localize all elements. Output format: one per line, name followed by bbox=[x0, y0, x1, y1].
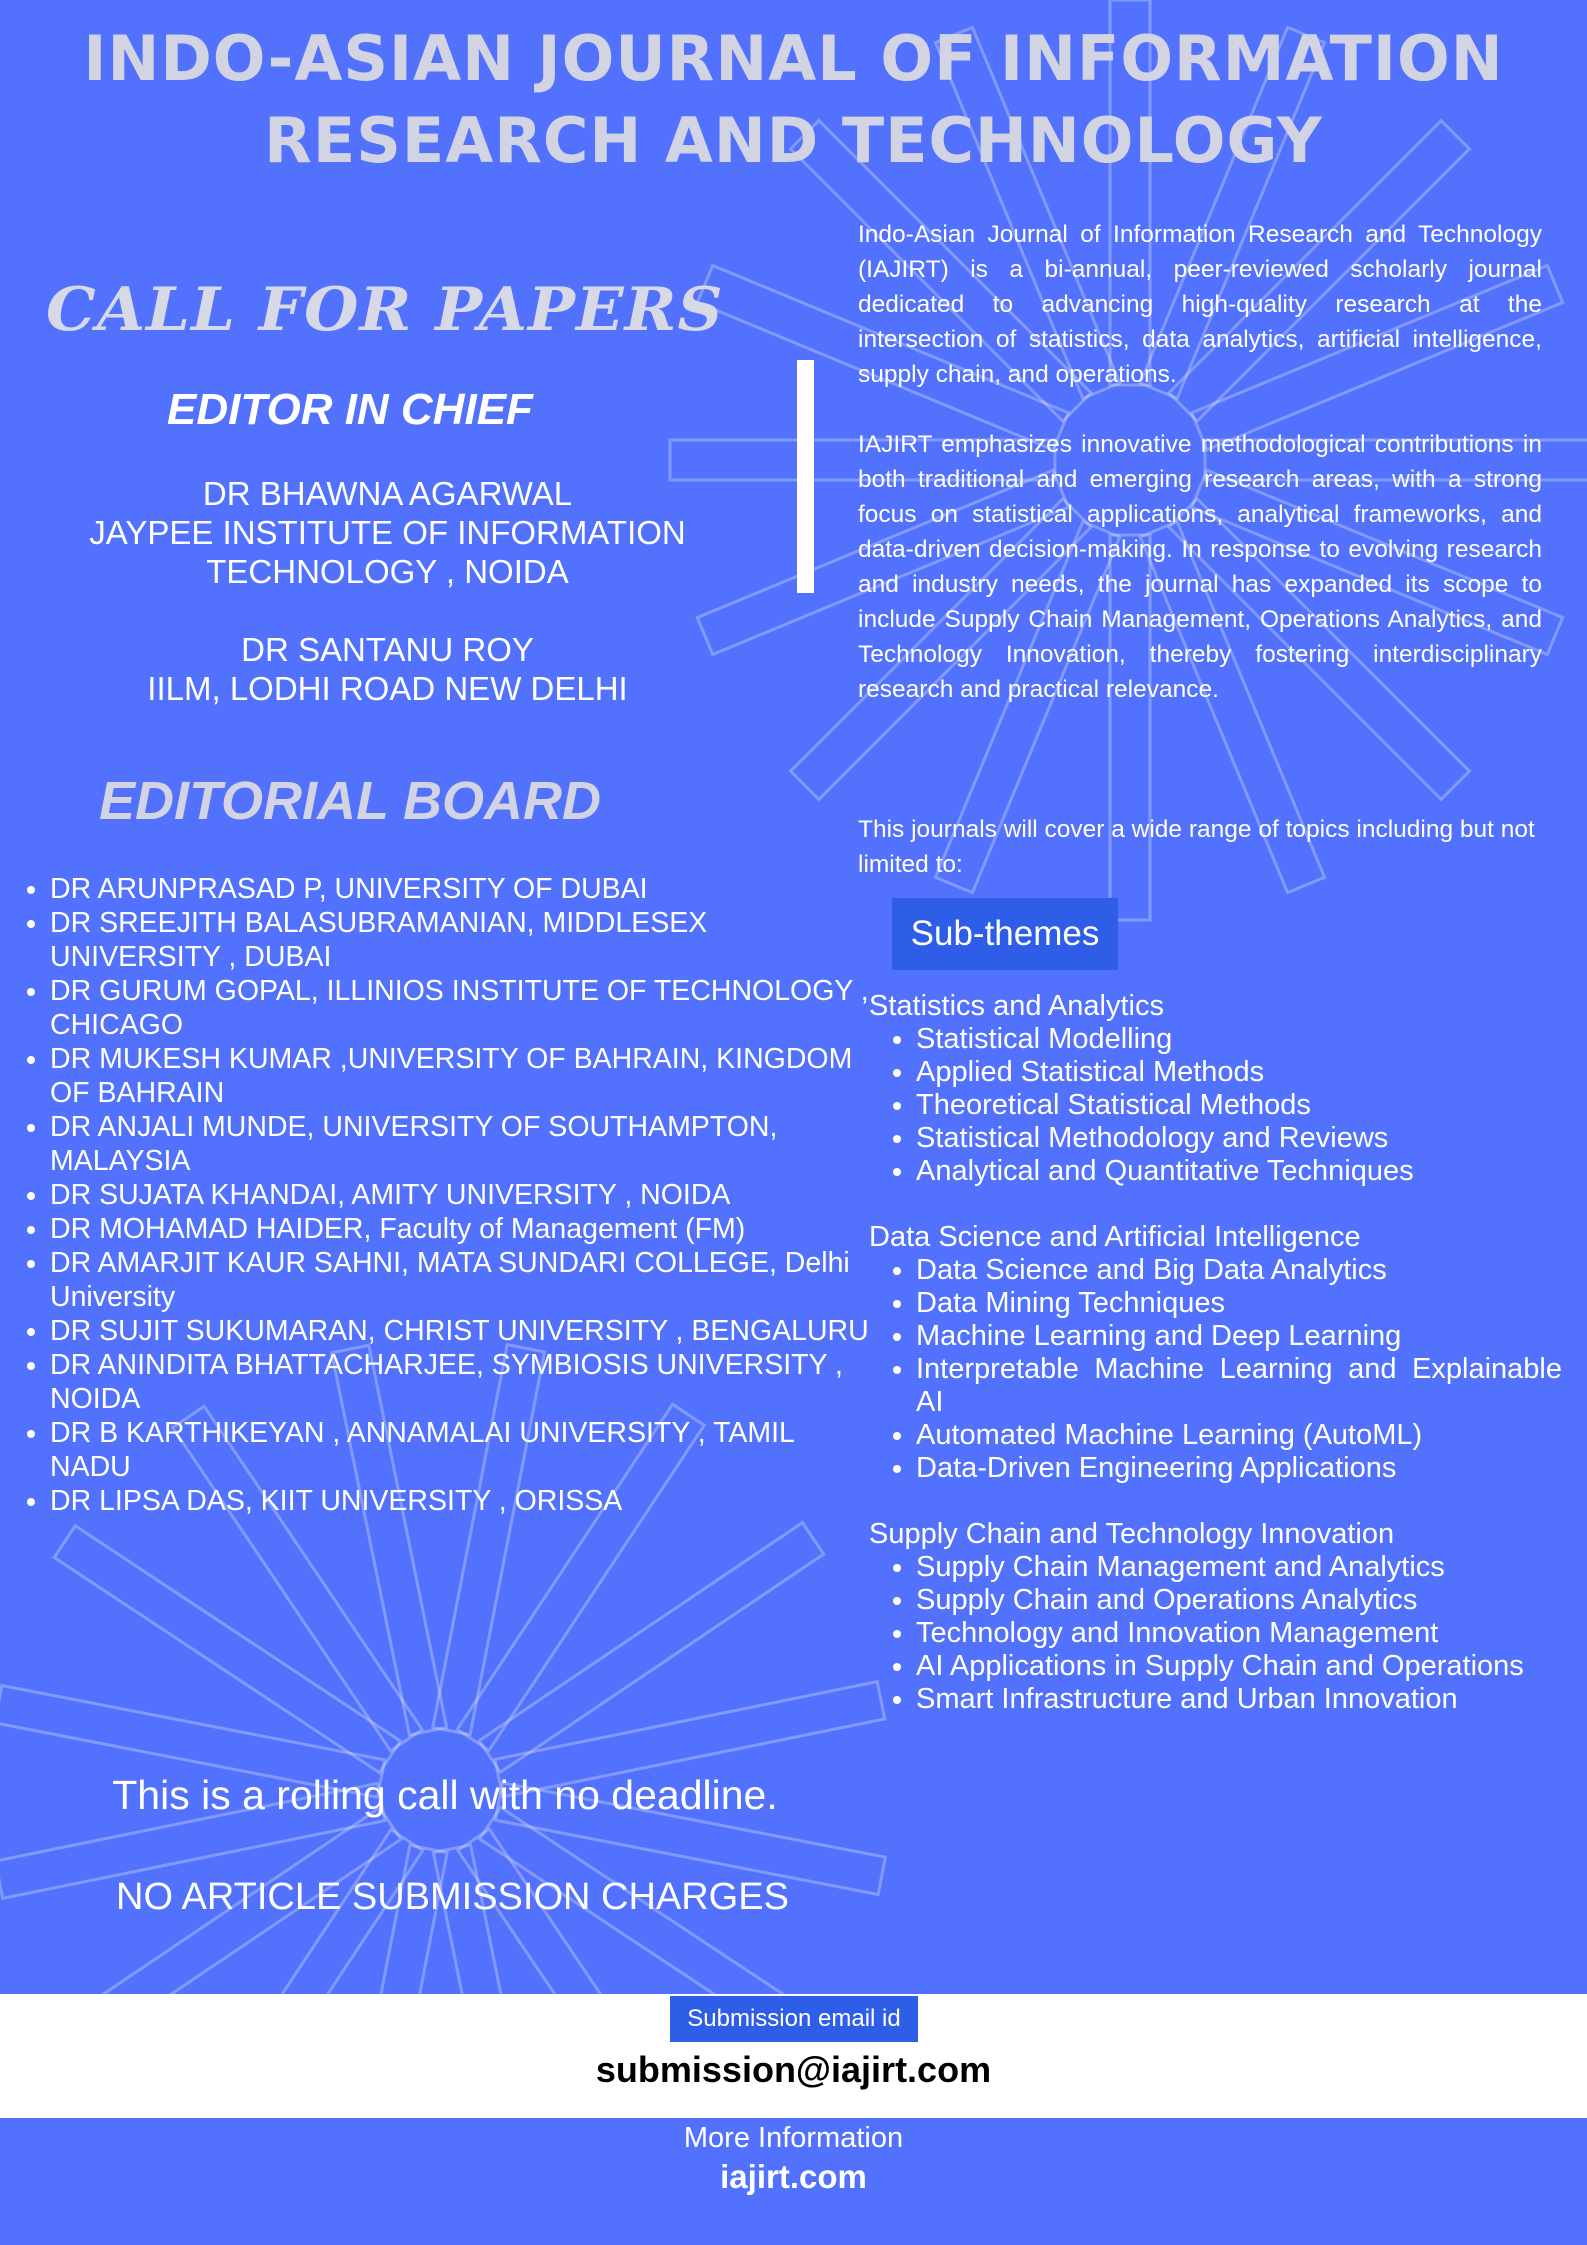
theme-heading-supply-chain: Supply Chain and Technology Innovation bbox=[869, 1518, 1395, 1550]
board-member: • DR ARUNPRASAD P, UNIVERSITY OF DUBAI bbox=[50, 872, 870, 906]
theme-item: • Interpretable Machine Learning and Explainable AI bbox=[916, 1353, 1562, 1419]
board-member: • DR B KARTHIKEYAN , ANNAMALAI UNIVERSITY , TAMIL NADU bbox=[50, 1416, 870, 1484]
call-for-papers-heading: CALL FOR PAPERS bbox=[46, 275, 724, 345]
editorial-board-heading: EDITORIAL BOARD bbox=[98, 771, 602, 831]
editor-line: IILM, LODHI ROAD NEW DELHI bbox=[147, 670, 628, 707]
submission-label: Submission email id bbox=[670, 1996, 918, 2042]
vertical-divider bbox=[797, 360, 814, 593]
editor-line: TECHNOLOGY , NOIDA bbox=[206, 553, 569, 590]
editor-in-chief-1 bbox=[0, 474, 775, 591]
theme-item: • AI Applications in Supply Chain and Operations bbox=[916, 1650, 1562, 1683]
theme-item: • Data Science and Big Data Analytics bbox=[916, 1254, 1562, 1287]
board-member: • DR AMARJIT KAUR SAHNI, MATA SUNDARI COLLEGE, Delhi University bbox=[50, 1246, 870, 1314]
theme-item: • Statistical Modelling bbox=[916, 1023, 1562, 1056]
theme-item: • Data Mining Techniques bbox=[916, 1287, 1562, 1320]
theme-item: • Analytical and Quantitative Techniques bbox=[916, 1155, 1562, 1188]
journal-title bbox=[0, 18, 1587, 182]
board-member: • DR ANJALI MUNDE, UNIVERSITY OF SOUTHAMPTON, MALAYSIA bbox=[50, 1110, 870, 1178]
intro-paragraph-1: Indo-Asian Journal of Information Research and Technology (IAJIRT) is a bi-annual, peer-reviewed scholarly journal dedicated to advancing high-quality research at the intersection of statistics, data analytics, artificial intelligence, supply chain, and operations. bbox=[858, 221, 1542, 388]
theme-item: • Theoretical Statistical Methods bbox=[916, 1089, 1562, 1122]
board-member: • DR LIPSA DAS, KIIT UNIVERSITY , ORISSA bbox=[50, 1484, 870, 1518]
editorial-board-list bbox=[18, 872, 870, 1518]
theme-list-supply-chain bbox=[884, 1551, 1562, 1716]
no-charges-notice: NO ARTICLE SUBMISSION CHARGES bbox=[116, 1876, 789, 1918]
theme-item: • Supply Chain Management and Analytics bbox=[916, 1551, 1562, 1584]
submission-email-link[interactable]: submission@iajirt.com bbox=[595, 2049, 992, 2090]
theme-list-data-science bbox=[884, 1254, 1562, 1485]
board-member: • DR SUJATA KHANDAI, AMITY UNIVERSITY , NOIDA bbox=[50, 1178, 870, 1212]
board-member: • DR GURUM GOPAL, ILLINIOS INSTITUTE OF TECHNOLOGY , CHICAGO bbox=[50, 974, 870, 1042]
board-member: • DR MOHAMAD HAIDER, Faculty of Management (FM) bbox=[50, 1212, 870, 1246]
theme-item: • Automated Machine Learning (AutoML) bbox=[916, 1419, 1562, 1452]
theme-item: • Technology and Innovation Management bbox=[916, 1617, 1562, 1650]
theme-item: • Smart Infrastructure and Urban Innovation bbox=[916, 1683, 1562, 1716]
editor-line: DR BHAWNA AGARWAL bbox=[202, 475, 573, 512]
board-member: • DR SUJIT SUKUMARAN, CHRIST UNIVERSITY , BENGALURU bbox=[50, 1314, 870, 1348]
editor-line: DR SANTANU ROY bbox=[241, 631, 534, 668]
theme-item: • Statistical Methodology and Reviews bbox=[916, 1122, 1562, 1155]
theme-item: • Data-Driven Engineering Applications bbox=[916, 1452, 1562, 1485]
theme-item: • Machine Learning and Deep Learning bbox=[916, 1320, 1562, 1353]
board-member: • DR MUKESH KUMAR ,UNIVERSITY OF BAHRAIN, KINGDOM OF BAHRAIN bbox=[50, 1042, 870, 1110]
rolling-call-notice: This is a rolling call with no deadline. bbox=[112, 1772, 778, 1818]
more-info-label: More Information bbox=[683, 2122, 904, 2154]
editor-in-chief-heading: EDITOR IN CHIEF bbox=[167, 385, 533, 434]
board-member: • DR SREEJITH BALASUBRAMANIAN, MIDDLESEX UNIVERSITY , DUBAI bbox=[50, 906, 870, 974]
theme-heading-data-science: Data Science and Artificial Intelligence bbox=[869, 1221, 1361, 1253]
intro-paragraph-3: This journals will cover a wide range of topics including but not limited to: bbox=[858, 816, 1535, 878]
theme-heading-statistics: Statistics and Analytics bbox=[869, 990, 1164, 1022]
editor-in-chief-2 bbox=[0, 630, 775, 708]
journal-title-line1: INDO-ASIAN JOURNAL OF INFORMATION bbox=[83, 22, 1504, 95]
theme-item: • Applied Statistical Methods bbox=[916, 1056, 1562, 1089]
website-link[interactable]: iajirt.com bbox=[720, 2158, 867, 2195]
journal-title-line2: RESEARCH AND TECHNOLOGY bbox=[264, 104, 1323, 177]
editor-line: JAYPEE INSTITUTE OF INFORMATION bbox=[89, 514, 686, 551]
theme-item: • Supply Chain and Operations Analytics bbox=[916, 1584, 1562, 1617]
board-member: • DR ANINDITA BHATTACHARJEE, SYMBIOSIS UNIVERSITY , NOIDA bbox=[50, 1348, 870, 1416]
intro-paragraph-2: IAJIRT emphasizes innovative methodological contributions in both traditional and emerging research areas, with a strong focus on statistical applications, analytical frameworks, and data-driven decision-making. In response to evolving research and industry needs, the journal has expanded its scope to include Supply Chain Management, Operations Analytics, and Technology Innovation, thereby fostering interdisciplinary research and practical relevance. bbox=[858, 431, 1542, 703]
starburst-ray bbox=[479, 1523, 824, 1773]
theme-list-statistics bbox=[884, 1023, 1562, 1188]
subthemes-badge: Sub-themes bbox=[892, 898, 1118, 970]
starburst-ray bbox=[54, 1526, 400, 1773]
